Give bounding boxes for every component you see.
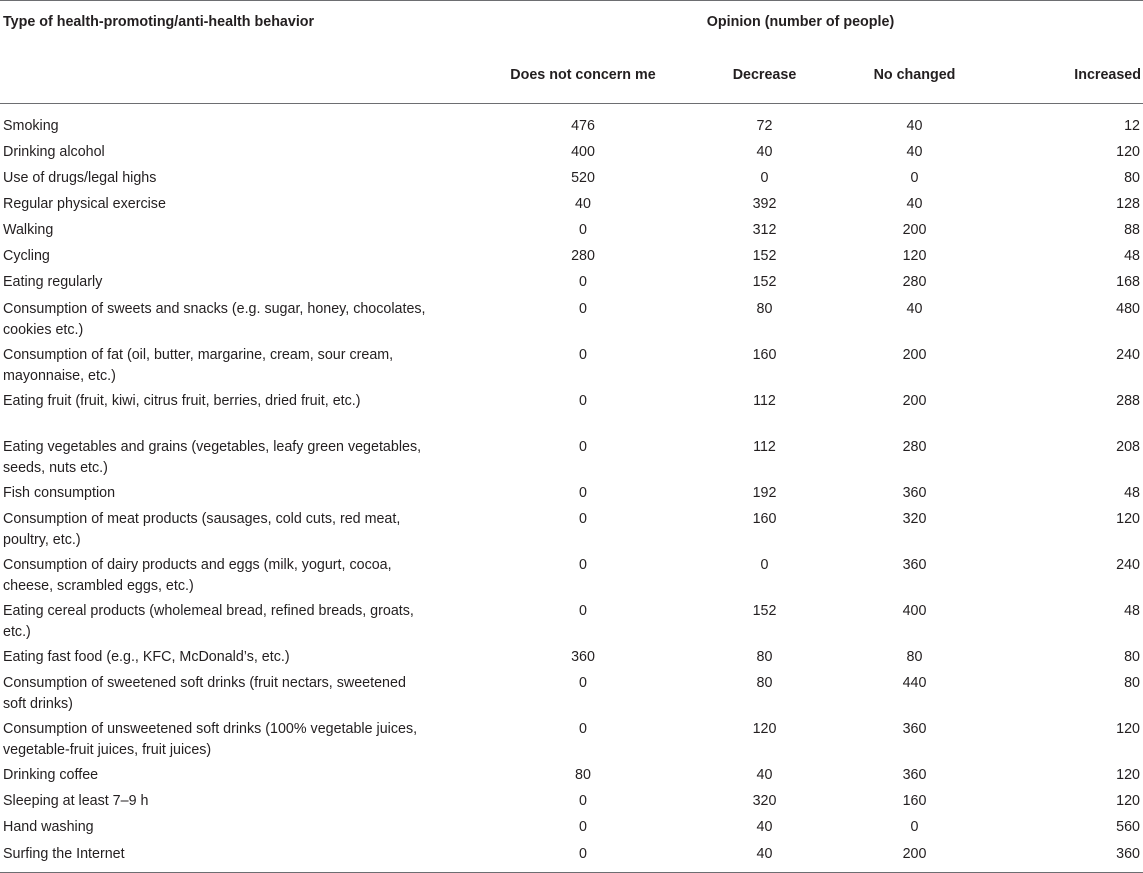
increased-cell: 128 bbox=[1116, 195, 1140, 212]
decrease-cell: 152 bbox=[752, 274, 777, 291]
decrease-cell: 0 bbox=[760, 169, 769, 186]
increased-cell: 48 bbox=[1124, 484, 1140, 501]
no-changed-cell: 280 bbox=[902, 438, 927, 455]
behavior-name-cell: Cycling bbox=[3, 248, 50, 265]
table-row bbox=[0, 814, 1143, 840]
table-row bbox=[0, 762, 1143, 788]
table-row bbox=[0, 552, 1143, 598]
does-not-concern-cell: 0 bbox=[579, 484, 587, 501]
no-changed-cell: 360 bbox=[902, 484, 927, 501]
does-not-concern-cell: 40 bbox=[575, 195, 591, 212]
decrease-cell: 72 bbox=[756, 118, 773, 134]
decrease-cell: 40 bbox=[708, 841, 821, 873]
table-row bbox=[0, 716, 1143, 762]
does-not-concern-cell: 0 bbox=[458, 841, 708, 873]
decrease-cell: 160 bbox=[752, 346, 777, 363]
table-row bbox=[0, 480, 1143, 506]
table-row bbox=[0, 670, 1143, 716]
does-not-concern-cell: 520 bbox=[571, 169, 595, 186]
decrease-cell: 80 bbox=[756, 300, 773, 317]
does-not-concern-cell: 476 bbox=[571, 118, 595, 134]
table-row bbox=[0, 841, 1143, 873]
increased-cell: 120 bbox=[1116, 510, 1140, 527]
behavior-name-cell: Eating fast food (e.g., KFC, McDonald’s, etc.) bbox=[3, 648, 290, 665]
decrease-cell: 160 bbox=[752, 510, 777, 527]
no-changed-cell: 360 bbox=[902, 767, 927, 783]
no-changed-cell: 200 bbox=[902, 346, 927, 363]
decrease-cell: 80 bbox=[756, 648, 773, 665]
no-changed-cell: 40 bbox=[906, 300, 923, 317]
does-not-concern-cell: 0 bbox=[579, 819, 587, 836]
behavior-name-cell: Consumption of meat products (sausages, cold cuts, red meat, poultry, etc.) bbox=[3, 510, 401, 548]
does-not-concern-cell: 0 bbox=[579, 274, 587, 291]
does-not-concern-cell: 280 bbox=[571, 248, 595, 265]
does-not-concern-cell: 400 bbox=[571, 143, 595, 160]
increased-cell: 208 bbox=[1116, 438, 1140, 455]
does-not-concern-cell: 0 bbox=[579, 438, 587, 455]
behavior-name-cell: Drinking alcohol bbox=[3, 143, 105, 160]
no-changed-cell: 120 bbox=[902, 248, 927, 265]
table-row bbox=[0, 342, 1143, 388]
no-changed-cell: 200 bbox=[902, 222, 927, 239]
does-not-concern-cell: 80 bbox=[575, 767, 591, 783]
no-changed-cell: 40 bbox=[906, 195, 923, 212]
table-row bbox=[0, 788, 1143, 814]
table-row bbox=[0, 243, 1143, 269]
behavior-name-cell: Consumption of unsweetened soft drinks (100% vegetable juices, vegetable-fruit juices, fruit juices) bbox=[3, 721, 418, 758]
table-row bbox=[0, 139, 1143, 165]
no-changed-cell: 360 bbox=[902, 556, 927, 573]
table-body bbox=[0, 104, 1143, 873]
decrease-cell: 40 bbox=[756, 767, 773, 783]
behavior-name-cell: Eating vegetables and grains (vegetables, leafy green vegetables, seeds, nuts etc.) bbox=[3, 438, 422, 476]
decrease-cell: 80 bbox=[756, 675, 773, 691]
increased-cell: 80 bbox=[1124, 648, 1140, 665]
no-changed-cell: 80 bbox=[906, 648, 923, 665]
table-row bbox=[0, 269, 1143, 295]
behavior-name-cell: Consumption of sweets and snacks (e.g. sugar, honey, chocolates, cookies etc.) bbox=[3, 300, 426, 338]
does-not-concern-cell: 0 bbox=[579, 392, 587, 409]
table-row bbox=[0, 296, 1143, 342]
behavior-name-cell: Consumption of sweetened soft drinks (fruit nectars, sweetened soft drinks) bbox=[3, 675, 406, 712]
increased-cell: 240 bbox=[1116, 346, 1140, 363]
column-header-does-not-concern: Does not concern me bbox=[458, 58, 708, 104]
decrease-cell: 392 bbox=[752, 195, 777, 212]
decrease-cell: 0 bbox=[760, 556, 769, 573]
increased-cell: 48 bbox=[1124, 248, 1140, 265]
behavior-name-cell: Smoking bbox=[3, 118, 59, 134]
column-header-increased: Increased bbox=[1008, 58, 1143, 104]
behavior-name-cell: Eating regularly bbox=[3, 274, 103, 291]
no-changed-cell: 360 bbox=[902, 721, 927, 737]
behavior-name-cell: Drinking coffee bbox=[3, 767, 99, 783]
does-not-concern-cell: 0 bbox=[579, 793, 587, 810]
behavior-name-cell: Consumption of fat (oil, butter, margarine, cream, sour cream, mayonnaise, etc.) bbox=[3, 346, 394, 384]
behavior-name-cell: Sleeping at least 7–9 h bbox=[3, 793, 149, 810]
increased-cell: 120 bbox=[1116, 793, 1140, 810]
no-changed-cell: 200 bbox=[902, 392, 927, 409]
no-changed-cell: 40 bbox=[906, 143, 923, 160]
column-header-no-changed: No changed bbox=[821, 58, 1008, 104]
decrease-cell: 192 bbox=[752, 484, 777, 501]
no-changed-cell: 280 bbox=[902, 274, 927, 291]
increased-cell: 120 bbox=[1116, 767, 1140, 783]
opinion-group-header: Opinion (number of people) bbox=[458, 1, 1143, 59]
no-changed-cell: 440 bbox=[902, 675, 927, 691]
table-row bbox=[0, 506, 1143, 552]
decrease-cell: 312 bbox=[752, 222, 777, 239]
no-changed-cell: 40 bbox=[906, 118, 923, 134]
increased-cell: 120 bbox=[1116, 143, 1140, 160]
increased-cell: 480 bbox=[1116, 300, 1140, 317]
no-changed-cell: 0 bbox=[910, 169, 919, 186]
behavior-name-cell: Fish consumption bbox=[3, 484, 116, 501]
does-not-concern-cell: 0 bbox=[579, 300, 587, 317]
increased-cell: 88 bbox=[1124, 222, 1140, 239]
increased-cell: 168 bbox=[1116, 274, 1140, 291]
increased-cell: 120 bbox=[1116, 721, 1140, 737]
column-header-decrease: Decrease bbox=[708, 58, 821, 104]
table-row bbox=[0, 165, 1143, 191]
table-row bbox=[0, 644, 1143, 670]
increased-cell: 360 bbox=[1008, 841, 1143, 873]
behavior-name-cell: Hand washing bbox=[3, 819, 94, 836]
does-not-concern-cell: 0 bbox=[579, 510, 587, 527]
behavior-column-header: Type of health-promoting/anti-health behavior bbox=[0, 1, 458, 59]
decrease-cell: 112 bbox=[753, 392, 776, 409]
no-changed-cell: 200 bbox=[821, 841, 1008, 873]
decrease-cell: 120 bbox=[752, 721, 777, 737]
increased-cell: 560 bbox=[1116, 819, 1140, 836]
decrease-cell: 40 bbox=[756, 819, 773, 836]
does-not-concern-cell: 0 bbox=[579, 346, 587, 363]
table-row bbox=[0, 191, 1143, 217]
does-not-concern-cell: 0 bbox=[579, 675, 587, 691]
table-row bbox=[0, 388, 1143, 434]
table-row bbox=[0, 104, 1143, 139]
behavior-name-cell: Surfing the Internet bbox=[0, 841, 458, 873]
no-changed-cell: 400 bbox=[902, 602, 927, 619]
increased-cell: 288 bbox=[1116, 392, 1140, 409]
no-changed-cell: 320 bbox=[902, 510, 927, 527]
behavior-name-cell: Regular physical exercise bbox=[3, 195, 166, 212]
increased-cell: 12 bbox=[1124, 118, 1140, 134]
does-not-concern-cell: 0 bbox=[579, 556, 587, 573]
decrease-cell: 40 bbox=[756, 143, 773, 160]
no-changed-cell: 160 bbox=[902, 793, 927, 810]
increased-cell: 80 bbox=[1124, 169, 1140, 186]
increased-cell: 80 bbox=[1124, 675, 1140, 691]
increased-cell: 48 bbox=[1124, 602, 1140, 619]
behavior-name-cell: Walking bbox=[3, 222, 54, 239]
no-changed-cell: 0 bbox=[910, 819, 919, 836]
behavior-name-cell: Consumption of dairy products and eggs (milk, yogurt, cocoa, cheese, scrambled eggs, etc.) bbox=[3, 556, 392, 594]
increased-cell: 240 bbox=[1116, 556, 1140, 573]
behavior-name-cell: Eating cereal products (wholemeal bread, refined breads, groats, etc.) bbox=[3, 602, 414, 640]
does-not-concern-cell: 0 bbox=[579, 222, 587, 239]
table-row bbox=[0, 434, 1143, 480]
table-row bbox=[0, 598, 1143, 644]
decrease-cell: 152 bbox=[752, 602, 777, 619]
table-header bbox=[0, 1, 1143, 104]
behavior-name-cell: Eating fruit (fruit, kiwi, citrus fruit, berries, dried fruit, etc.) bbox=[3, 392, 361, 409]
decrease-cell: 152 bbox=[752, 248, 777, 265]
decrease-cell: 112 bbox=[753, 438, 776, 455]
decrease-cell: 320 bbox=[752, 793, 777, 810]
does-not-concern-cell: 0 bbox=[579, 602, 587, 619]
table-row bbox=[0, 217, 1143, 243]
does-not-concern-cell: 360 bbox=[571, 648, 595, 665]
behavior-name-cell: Use of drugs/legal highs bbox=[3, 169, 157, 186]
does-not-concern-cell: 0 bbox=[579, 721, 587, 737]
